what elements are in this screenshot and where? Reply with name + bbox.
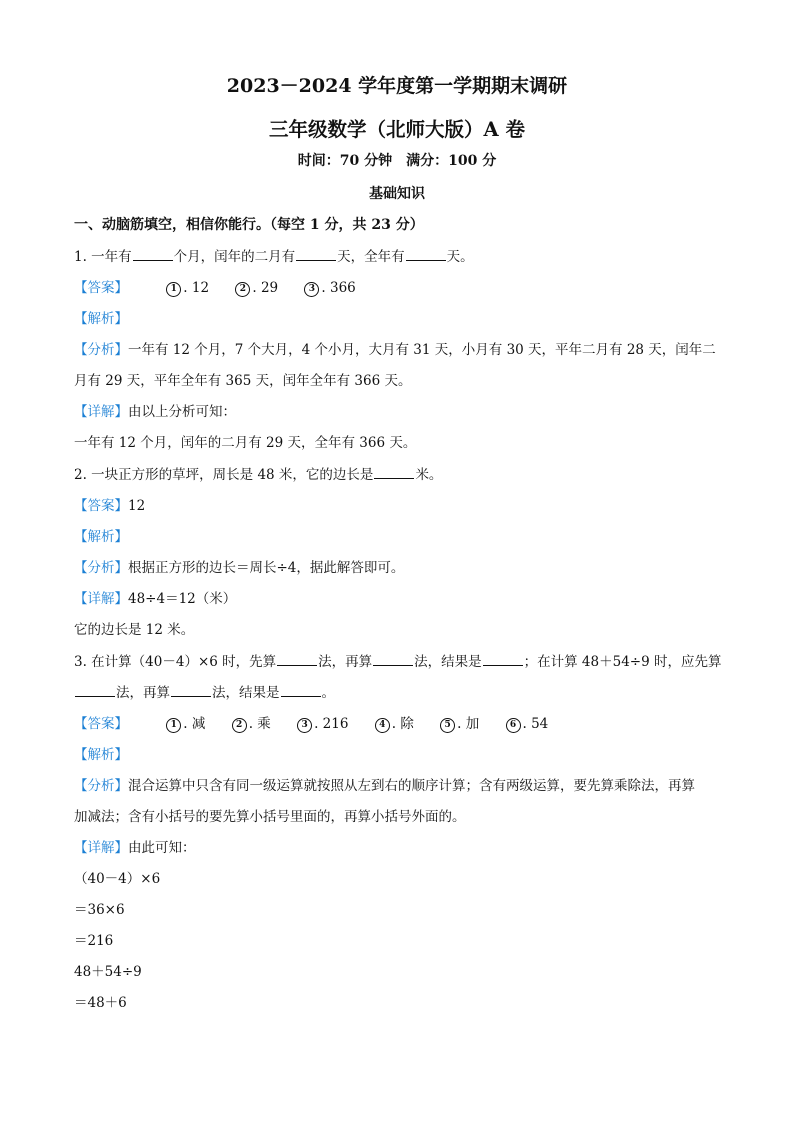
q1-answer: 3 . 366 xyxy=(304,280,355,297)
q1-blank xyxy=(133,248,173,261)
q3-step: （40－4）×6 xyxy=(74,871,161,887)
q3-blank xyxy=(483,653,523,666)
q1-answer-line xyxy=(74,276,378,297)
q3-text-cont: 法，再算 法，结果是 。 xyxy=(74,681,335,701)
q3-answer: 4 . 除 xyxy=(375,712,414,733)
xiangjie-tag: 【详解】 xyxy=(74,591,128,607)
xiangjie-tag: 【详解】 xyxy=(74,840,128,856)
q2-jiexi xyxy=(74,525,128,545)
q3-blank xyxy=(281,684,321,697)
part1-heading: 一、动脑筋填空，相信你能行。（每空 1 分，共 23 分） xyxy=(74,217,424,233)
q3-answer: 5 . 加 xyxy=(440,712,479,733)
q3-text: 3. 在计算（40－4）×6 时，先算 法，再算 法，结果是 ；在计算 48＋54÷9 时，应先算 xyxy=(74,654,722,670)
q2-answer-line xyxy=(74,494,145,514)
q1-fenxi-cont: 月有 29 天，平年全年有 365 天，闰年全年有 366 天。 xyxy=(74,373,412,389)
answer-tag: 【答案】 xyxy=(74,498,128,514)
q1-blank xyxy=(406,248,446,261)
q3-blank xyxy=(277,653,317,666)
jiexi-tag: 【解析】 xyxy=(74,311,128,327)
q1-text: 1. 一年有 个月，闰年的二月有 天，全年有 天。 xyxy=(74,249,474,265)
q3-xiangjie: 【详解】由此可知： xyxy=(74,840,196,856)
q3-step: 48＋54÷9 xyxy=(74,964,142,980)
q3-fenxi-cont: 加减法；含有小括号的要先算小括号里面的，再算小括号外面的。 xyxy=(74,809,466,825)
q1-fenxi: 【分析】一年有 12 个月，7 个大月，4 个小月，大月有 31 天，小月有 30 天，平年二月有 28 天，闰年二 xyxy=(74,342,716,358)
q2-fenxi: 【分析】根据正方形的边长＝周长÷4，据此解答即可。 xyxy=(74,560,405,576)
fenxi-tag: 【分析】 xyxy=(74,342,128,358)
answer-tag: 【答案】 xyxy=(74,716,128,732)
q2-blank xyxy=(374,466,414,479)
q1-answer: 1 . 12 xyxy=(166,280,209,297)
q3-answer: 2 . 乘 xyxy=(232,712,271,733)
q3-step: ＝48＋6 xyxy=(74,995,127,1011)
jiexi-tag: 【解析】 xyxy=(74,529,128,545)
exam-title: 2023－2024 学年度第一学期期末调研 xyxy=(226,75,568,97)
q3-step: ＝36×6 xyxy=(74,902,125,918)
q3-answer: 3 . 216 xyxy=(297,716,348,733)
q1-xiangjie: 【详解】由以上分析可知： xyxy=(74,404,236,420)
q1-blank xyxy=(296,248,336,261)
answer-tag: 【答案】 xyxy=(74,280,128,296)
q1-jiexi xyxy=(74,307,128,327)
q1-answer: 2 . 29 xyxy=(235,280,278,297)
q3-answer: 6 . 54 xyxy=(506,716,549,733)
q3-jiexi xyxy=(74,743,128,763)
q3-fenxi: 【分析】混合运算中只含有同一级运算就按照从左到右的顺序计算；含有两级运算，要先算乘除法，再算 xyxy=(74,778,695,794)
exam-subtitle: 三年级数学（北师大版）A 卷 xyxy=(269,118,525,141)
q3-step: ＝216 xyxy=(74,933,114,949)
q2-text: 2. 一块正方形的草坪，周长是 48 米，它的边长是 米。 xyxy=(74,467,443,483)
fenxi-tag: 【分析】 xyxy=(74,560,128,576)
q2-xiangjie: 【详解】48÷4＝12（米） xyxy=(74,591,237,607)
jiexi-tag: 【解析】 xyxy=(74,747,128,763)
section-title: 基础知识 xyxy=(369,186,425,202)
q2-answer: 12 xyxy=(128,498,146,514)
xiangjie-tag: 【详解】 xyxy=(74,404,128,420)
time-info: 时间：70 分钟 满分：100 分 xyxy=(297,153,497,169)
q1-result: 一年有 12 个月，闰年的二月有 29 天，全年有 366 天。 xyxy=(74,435,417,451)
q2-result: 它的边长是 12 米。 xyxy=(74,622,195,638)
q3-answer-line xyxy=(74,712,570,733)
q3-blank xyxy=(75,684,115,697)
q3-blank xyxy=(373,653,413,666)
fenxi-tag: 【分析】 xyxy=(74,778,128,794)
q3-blank xyxy=(171,684,211,697)
q3-answer: 1 . 减 xyxy=(166,712,205,733)
